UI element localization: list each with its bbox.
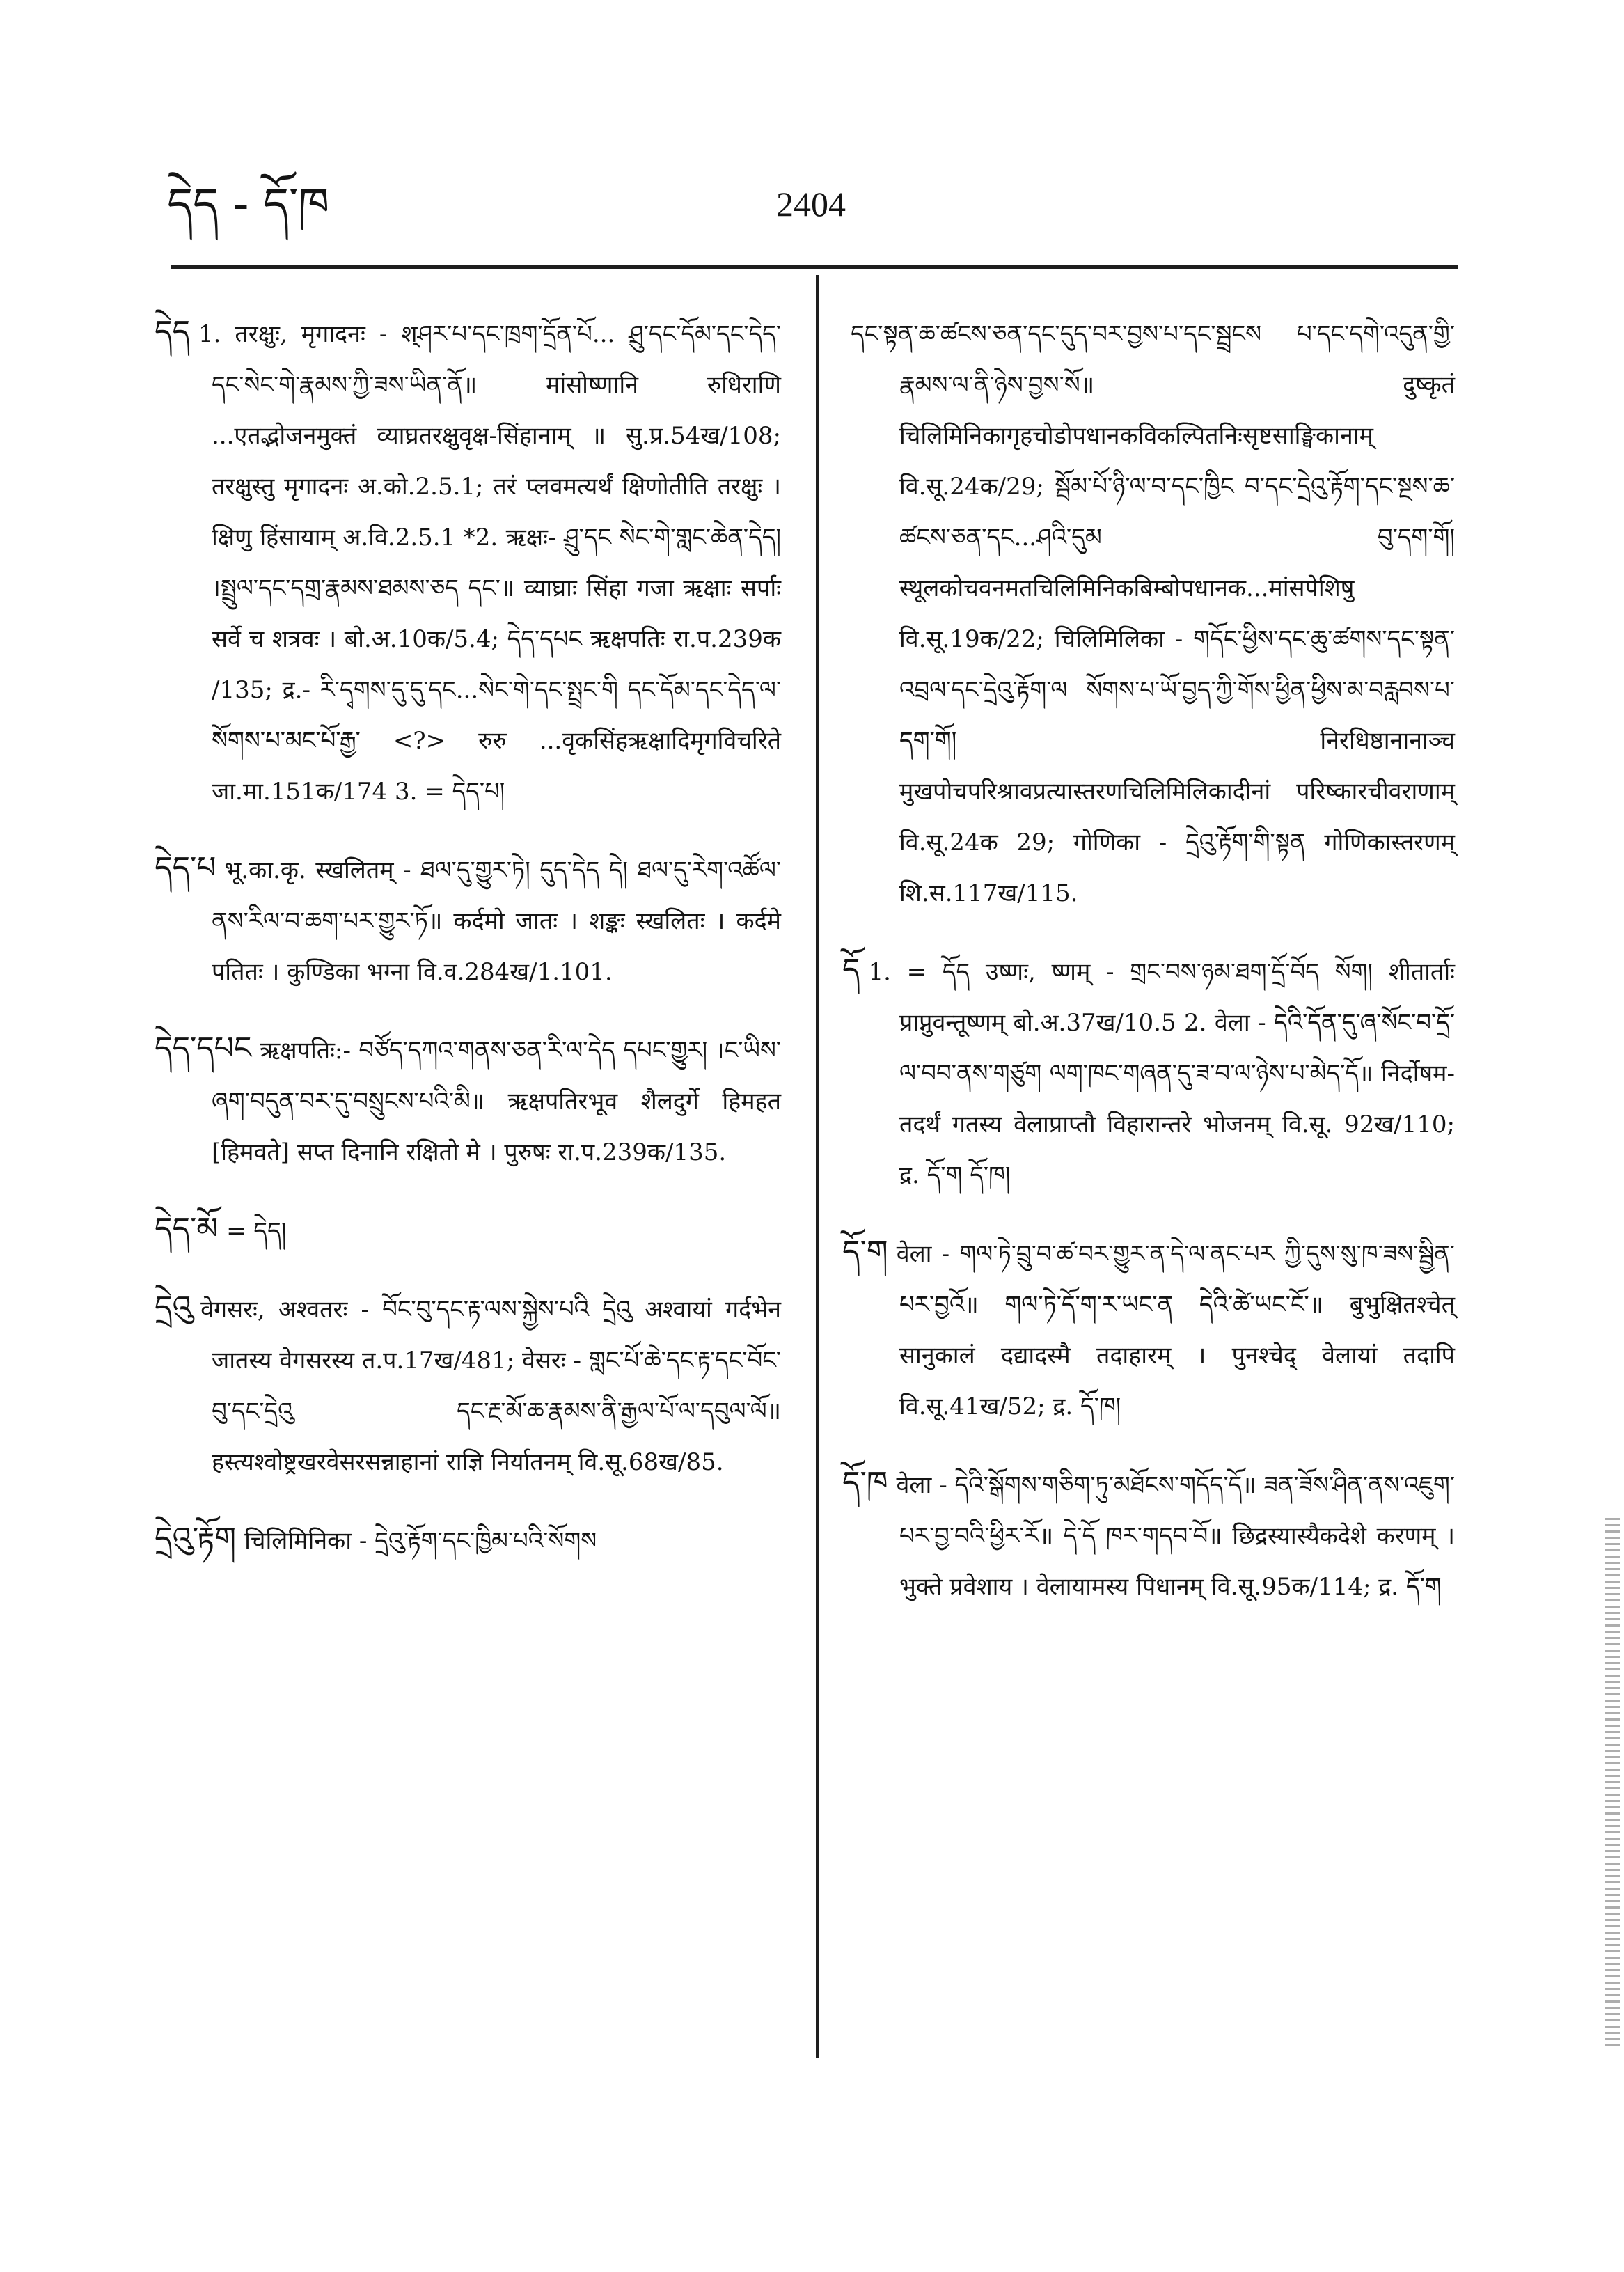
entry-definition: ऋक्षपतिः:- བཙོད་དཀའ་གནས་ཅན་རི་ལ་དེད དཔང་གྱུར། ।ང་ཡིས་ཞག་བདུན་བར་དུ་བསྲུངས་པའི་མི॥ ऋक्षपतिरभूव शैलदुर्गे हिमहत [हिमवते] सप्त दिनानि रक्षितो मे । पुरुषः रा.प.239क/135. — [212, 1037, 781, 1166]
dictionary-entry — [155, 1203, 781, 1257]
entry-headword: དོ — [842, 952, 860, 987]
entry-definition: वेला - དེའི་སྒོགས་གཅིག་ཏུ་མཐོངས་གདོད་དོ॥ ཟན་ཟོས་ཤིན་ནས་འཇུག་པར་བྱ་བའི་ཕྱིར་རོ॥ དེ་དོ ཁར་གདབ་བོ॥ छिद्रस्यास्यैकदेशे करणम् । भुक्ते प्रवेशाय । वेलायामस्य पिधानम् वि.सू.95क/114; द्र. དོ་ག — [896, 1471, 1455, 1601]
entry-definition: དང་སྟན་ཆ་ཚངས་ཅན་དང་དུད་བར་བྱས་པ་དང་སྦྲངས པ་དང་དགེ་འདུན་གྱི་རྣམས་ལ་ནི་ཉེས་བྱས་སོ॥ दुष्कृतं चिलिमिनिकागृहचोडोपधानकविकल्पितनिःसृष्टसाङ्घिकानाम् वि.सू.24क/29; སྦོམ་པོ་ཉི་ལ་བ་དང་ཁྱིང བ་དང་དྲེའུ་རྟོག་དང་སྔས་ཆ་ཚངས་ཅན་དང...ཤའི་དུམ བུ་དག་གོ། स्थूलकोचवनमतचिलिमिनिकबिम्बोपधानक...मांसपेशिषु वि.सू.19क/22; चिलिमिलिका - གདོང་ཕྱིས་དང་ཆུ་ཚགས་དང་སྟན་འབྲལ་དང་དྲེའུ་རྟོག་ལ སོགས་པ་ཡོ་བྱད་ཀྱི་གོས་ཕྱིན་ཕྱིས་མ་བརླབས་པ་དག་གོ། निरधिष्ठानानाञ्च मुखपोचपरिश्रावप्रत्यास्तरणचिलिमिलिकादीनां परिष्कारचीवराणाम् वि.सू.24क 29; गोणिका - དྲེའུ་རྟོག་གི་སྟན गोणिकास्तरणम् शि.स.117ख/115. — [851, 320, 1455, 907]
dictionary-entry — [155, 1023, 781, 1178]
dictionary-entry — [842, 944, 1455, 1201]
entry-definition: चिलिमिनिका - དྲེའུ་རྟོག་དང་ཁྱིམ་པའི་སོགས — [244, 1527, 597, 1555]
page-number: 2404 — [776, 185, 846, 224]
entry-headword: དྲེའུ — [155, 1290, 193, 1325]
scan-edge-mark — [1605, 1518, 1620, 2047]
dictionary-entry — [155, 306, 781, 817]
column-divider — [816, 275, 819, 2058]
dictionary-entry-continued — [842, 306, 1455, 919]
entry-definition: वेगसरः, अश्वतरः - བོང་བུ་དང་རྟ་ལས་སྐྱེས་པའི དྲེའུ अश्वायां गर्दभेन जातस्य वेगसरस्य त.प.17ख/481; वेसरः - གླང་པོ་ཆེ་དང་རྟ་དང་བོང་བུ་དང་དྲེའུ དང་རྔ་མོ་ཆ་རྣམས་ནི་རྒྱལ་པོ་ལ་དབུལ་ལོ॥ हस्त्यश्वोष्ट्रखरवेसरसन्नाहानां राज्ञि निर्यातनम् वि.सू.68ख/85. — [200, 1296, 781, 1476]
running-header: དེད - དོ་ཁ — [167, 179, 330, 230]
entry-definition: = དེད། — [226, 1217, 287, 1245]
entry-headword: དྲེའུ་རྟོག — [155, 1521, 237, 1556]
dictionary-entry — [842, 1226, 1455, 1432]
dictionary-entry — [155, 1513, 781, 1567]
entry-headword: དེད — [155, 314, 190, 350]
header-rule — [171, 265, 1458, 269]
entry-headword: དེད་པ — [155, 850, 216, 886]
entry-definition: 1. = དོད उष्णः, ष्णम् - གྲང་བས་ཉམ་ཐག་དྲོ་བོད སོག། शीतार्ताः प्राप्नुवन्तूष्णम् बो.अ.37ख/10.5 2. वेला - དེའི་དོན་དུ་ཞ་སོང་བ་དྲོ་ལ་བབ་ནས་གཙུག ལག་ཁང་གཞན་དུ་ཟ་བ་ལ་ཉེས་པ་མེད་དོ॥ निर्दोषम-तदर्थं गतस्य वेलाप्राप्तौ विहारान्तरे भोजनम् वि.सू. 92ख/110; द्र. དོ་ག དོ་ཁ། — [868, 958, 1455, 1189]
entry-headword: དོ་ཁ — [842, 1465, 888, 1501]
entry-headword: དེད་མོ — [155, 1211, 219, 1246]
entry-headword: དེད་དཔང — [155, 1031, 252, 1066]
entry-headword: དོ་ག — [842, 1234, 888, 1269]
dictionary-entry — [842, 1457, 1455, 1613]
right-column — [842, 306, 1455, 1638]
entry-definition: भू.का.कृ. स्खलितम् - ཐལ་དུ་གྱུར་ཏེ། དུད་དེད དེ། ཐལ་དུ་རེག་འཚོལ་ནས་རིལ་བ་ཆག་པར་གྱུར་ཏོ॥ कर्दमो जातः । शङ्कः स्खलितः । कर्दमे पतितः । कुण्डिका भग्ना वि.व.284ख/1.101. — [212, 856, 781, 986]
entry-definition: 1. तरक्षुः, मृगादनः - श्‌ཤར་པ་དང་ཁྲག་དྲོན་པོ... ཤྲུ་དང་དོམ་དང་དེད་དང་སེང་གེ་རྣམས་ཀྱི་ཟས་ཡིན་ནོ॥ मांसोष्णानि रुधिराणि ...एतद्भोजनमुक्तं व्याघ्रतरक्षुवृक्ष-सिंहानाम् ॥ सु.प्र.54ख/108; तरक्षुस्तु मृगादनः अ.को.2.5.1; तरं प्लवमत्यर्थं क्षिणोतीति तरक्षुः । क्षिणु हिंसायाम् अ.वि.2.5.1 *2. ऋक्षः- ཤྲུ་དང སེང་གེ་གླང་ཆེན་དེད། ।སྤྲུལ་དང་དགྲ་རྣམས་ཐམས་ཅད དང་॥ व्याघ्राः सिंहा गजा ऋक्षाः सर्पाः सर्वे च शत्रवः । बो.अ.10क/5.4; དེད་དཔང ऋक्षपतिः रा.प.239क /135; द्र.- རི་དྭགས་དུ་དུ་དང...སེང་གེ་དང་སྤྲང་གི དང་དོམ་དང་དེད་ལ་སོགས་པ་མང་པོ་རྒྱ་ <?> रुरु ...वृकसिंहऋक्षादिमृगविचरिते जा.मा.151क/174 3. = དེད་པ། — [198, 320, 781, 806]
entry-definition: वेला - གལ་ཏེ་བྲུ་བ་ཚ་བར་གྱུར་ན་དེ་ལ་ནང་པར ཀྱི་དུས་སུ་ཁ་ཟས་སྦྱིན་པར་བྱའོ॥ གལ་ཏེ་དོ་ག་ར་ཡང་ན དེའི་ཚེ་ཡང་ངོ་॥ बुभुक्षितश्चेत् सानुकालं दद्यादस्मै तदाहारम् । पुनश्चेद् वेलायां तदापि वि.सू.41ख/52; द्र. དོ་ཁ། — [896, 1240, 1455, 1420]
left-column — [155, 306, 781, 1592]
dictionary-entry — [155, 843, 781, 998]
dictionary-entry — [155, 1282, 781, 1488]
